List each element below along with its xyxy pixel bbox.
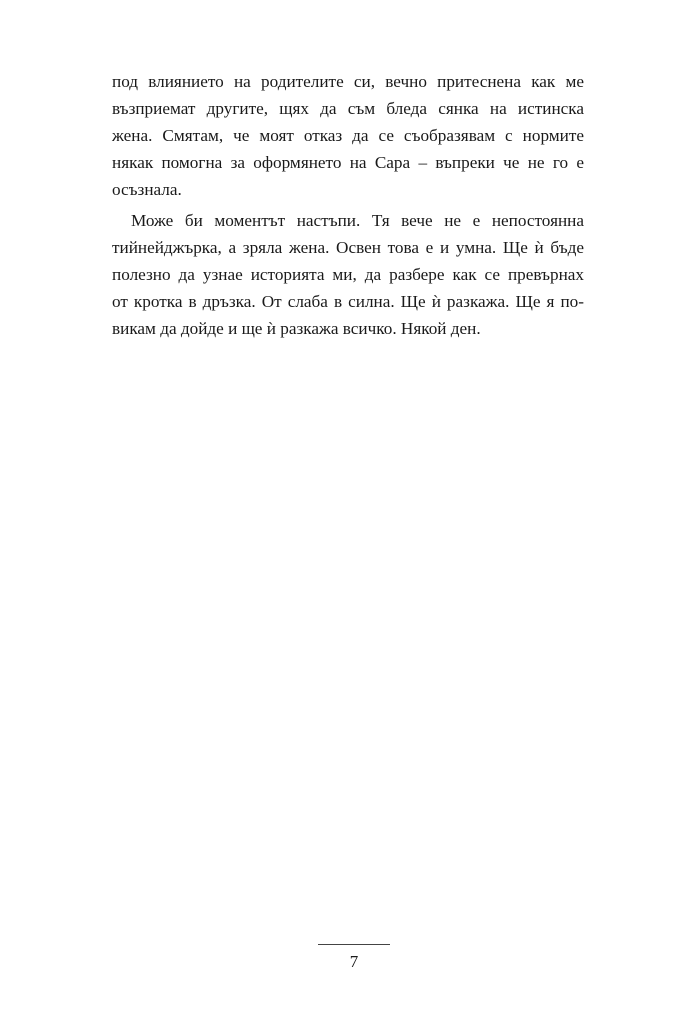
- page-number: 7: [349, 952, 359, 971]
- text-line: под влиянието на родителите си, вечно притеснена как ме: [112, 72, 584, 91]
- text-line: Може би моментът настъпи. Тя вече не е непостоянна: [131, 211, 584, 230]
- text-line: полезно да узнае историята ми, да разбере как се превърнах: [112, 265, 584, 284]
- text-line: някак помогна за оформянето на Сара – въпреки че не го е: [112, 153, 584, 172]
- paragraph-1: [112, 68, 584, 203]
- text-line: осъзнала.: [112, 180, 182, 199]
- text-line: тийнейджърка, а зряла жена. Освен това е и умна. Ще ѝ бъде: [112, 238, 584, 257]
- text-line: викам да дойде и ще ѝ разкажа всичко. Някой ден.: [112, 319, 481, 338]
- paragraph-2: [112, 207, 584, 342]
- text-line: от кротка в дръзка. От слаба в силна. Ще ѝ разкажа. Ще я по-: [112, 292, 584, 311]
- text-line: жена. Смятам, че моят отказ да се съобразявам с нормите: [112, 126, 584, 145]
- body-text: [112, 68, 584, 342]
- text-line: възприемат другите, щях да съм бледа сянка на истинска: [112, 99, 584, 118]
- footer-divider: [318, 944, 390, 945]
